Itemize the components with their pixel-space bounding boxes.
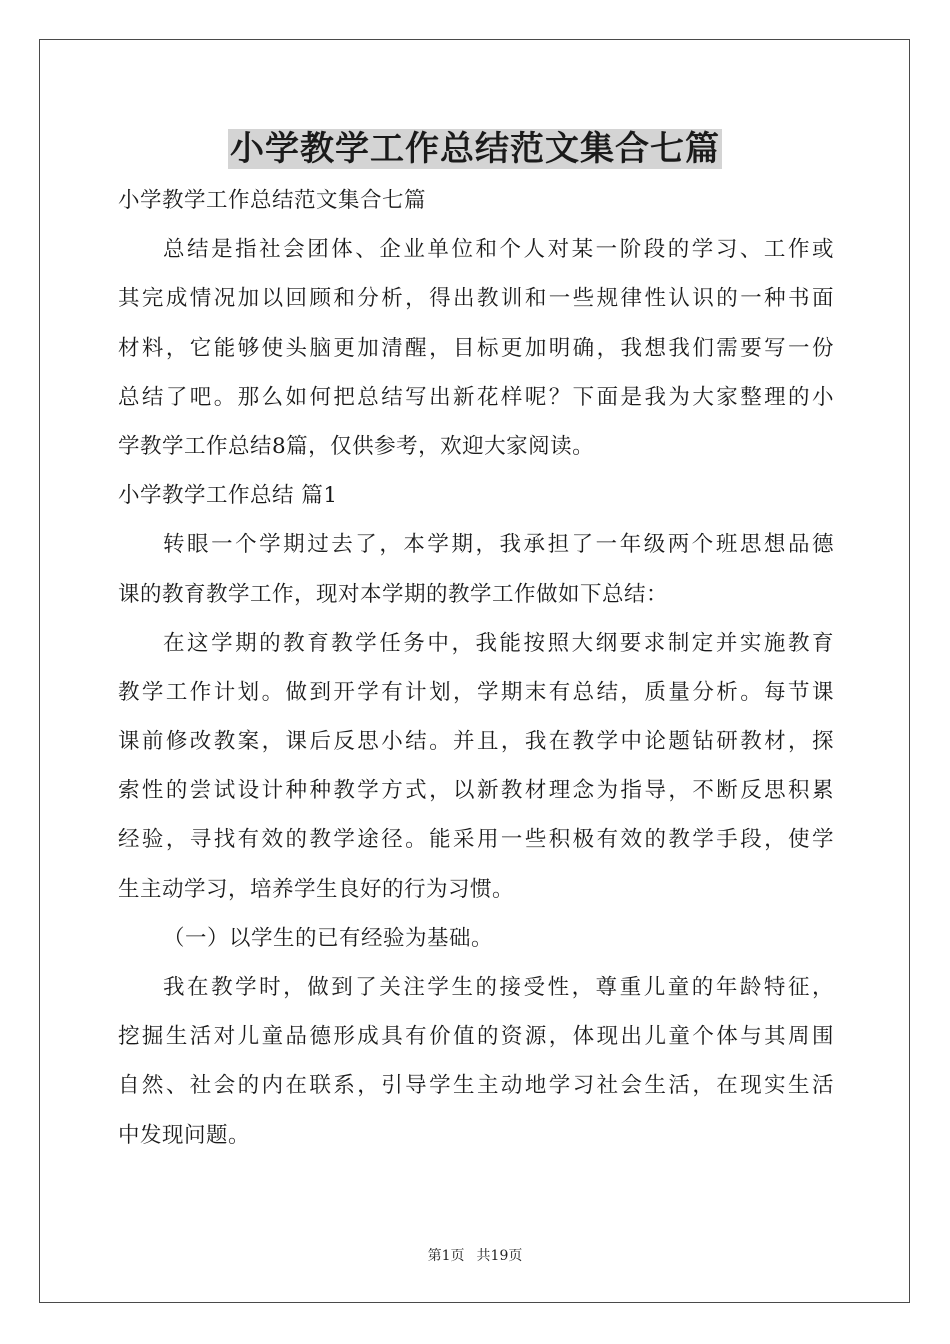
document-title-text: 小学教学工作总结范文集合七篇	[230, 129, 720, 169]
body-line: 在这学期的教育教学任务中，我能按照大纲要求制定并实施教育	[163, 630, 834, 656]
body-line: 我在教学时，做到了关注学生的接受性，尊重儿童的年龄特征，	[163, 975, 834, 1000]
body-line: 总结是指社会团体、企业单位和个人对某一阶段的学习、工作或	[163, 237, 834, 263]
body-line: 挖掘生活对儿童品德形成具有价值的资源，体现出儿童个体与其周围	[118, 1024, 834, 1050]
body-line: 自然、社会的内在联系，引导学生主动地学习社会生活，在现实生活	[118, 1073, 834, 1099]
body-line: 生主动学习，培养学生良好的行为习惯。	[118, 876, 515, 902]
page-number: 第1页	[427, 1248, 465, 1264]
document-title	[0, 124, 950, 174]
body-line: 经验，寻找有效的教学途径。能采用一些积极有效的教学手段，使学	[118, 827, 834, 853]
page-total: 共19页	[476, 1248, 523, 1264]
body-line: 学教学工作总结8篇，仅供参考，欢迎大家阅读。	[118, 433, 595, 459]
body-line: 材料，它能够使头脑更加清醒，目标更加明确，我想我们需要写一份	[118, 335, 834, 361]
section-heading: 小学教学工作总结 篇1	[118, 483, 338, 509]
body-line: 其完成情况加以回顾和分析，得出教训和一些规律性认识的一种书面	[118, 286, 834, 312]
body-line: 总结了吧。那么如何把总结写出新花样呢？下面是我为大家整理的小	[118, 384, 834, 410]
body-line: 教学工作计划。做到开学有计划，学期末有总结，质量分析。每节课	[118, 679, 834, 705]
body-line: 课的教育教学工作，现对本学期的教学工作做如下总结：	[118, 581, 669, 607]
body-line: 小学教学工作总结范文集合七篇	[118, 188, 427, 213]
document-body	[118, 176, 834, 1160]
body-line: 转眼一个学期过去了，本学期，我承担了一年级两个班思想品德	[163, 532, 834, 558]
body-line: 课前修改教案，课后反思小结。并且，我在教学中论题钻研教材，探	[118, 729, 834, 755]
body-line: 中发现问题。	[118, 1122, 251, 1148]
body-line: 索性的尝试设计种种教学方式，以新教材理念为指导，不断反思积累	[118, 778, 834, 804]
page-footer	[0, 1246, 950, 1266]
subsection-heading: （一）以学生的已有经验为基础。	[163, 925, 494, 951]
